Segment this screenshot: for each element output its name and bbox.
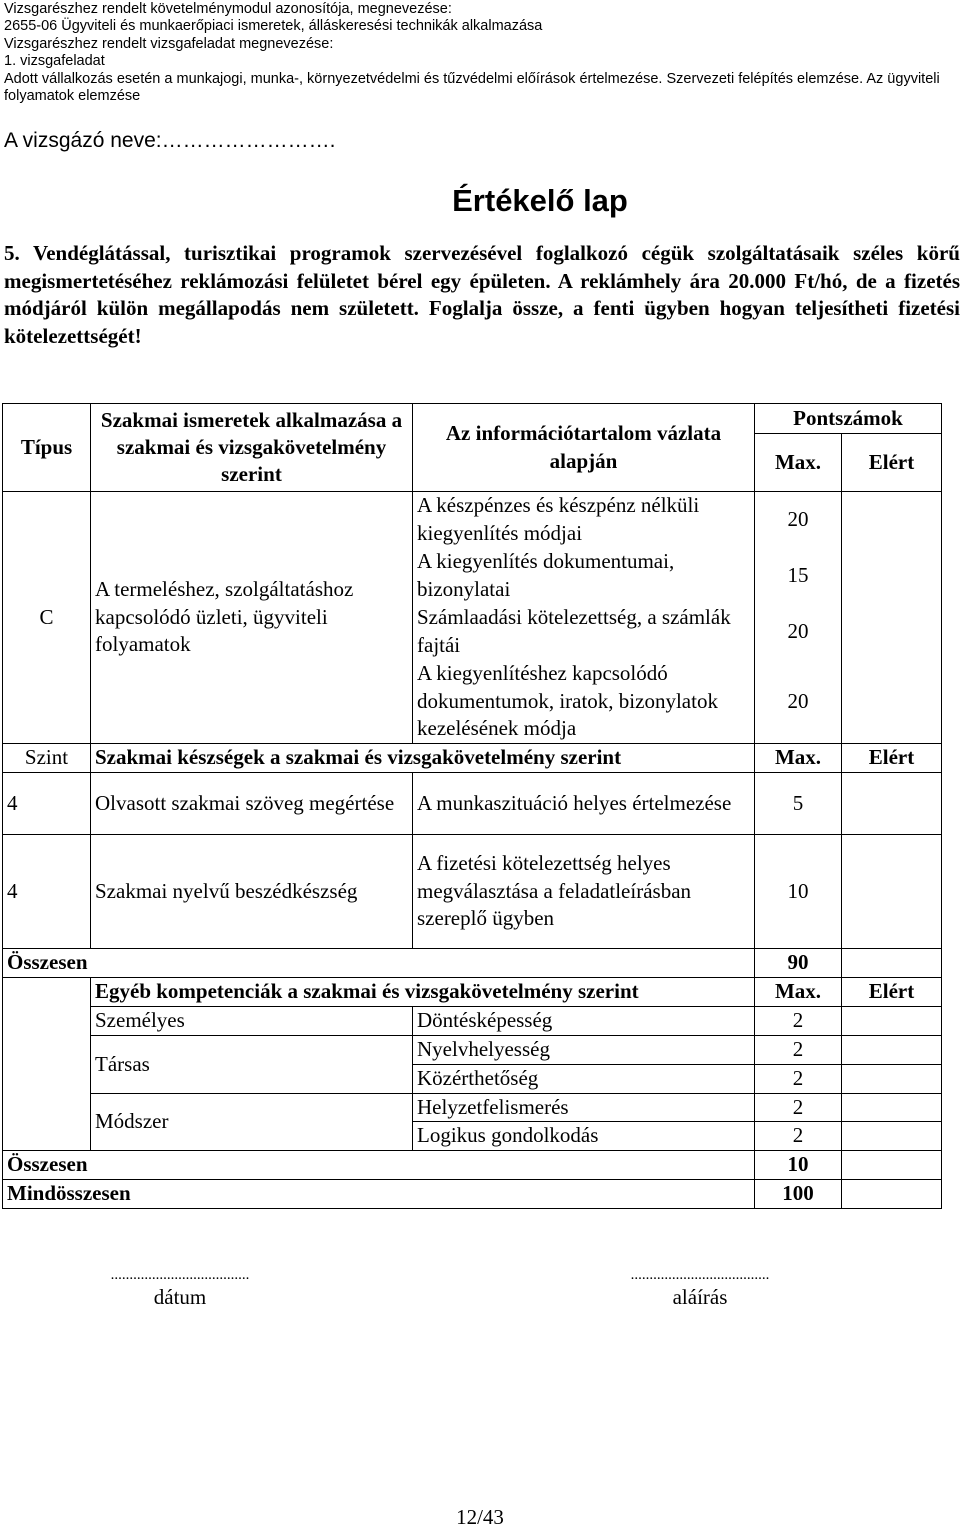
date-signature-block <box>70 1265 290 1310</box>
max-points: 10 <box>755 835 842 949</box>
subtotal-achieved <box>842 1151 942 1180</box>
subtotal-value: 90 <box>755 949 842 978</box>
spacer-cell <box>3 1007 91 1036</box>
col-type-header: Típus <box>3 404 91 492</box>
task-text: 5. Vendéglátással, turisztikai programok szervezésével foglalkozó cégük szolgáltatásaik széles körű megismertetéséhez reklámozási felületet bérel egy épületen. A reklámhely ára 20.000 Ft/hó, de a fizetés módjáról külön megállapodás nem született. Foglalja össze, a fenti ügyben hogyan teljesítheti fizetési kötelezettségét! <box>4 241 960 348</box>
achieved-points <box>842 1093 942 1122</box>
achieved-points <box>842 1036 942 1065</box>
max-points: 5 <box>755 773 842 835</box>
max-points: 2 <box>755 1122 842 1151</box>
subtotal-label: Összesen <box>3 1151 755 1180</box>
max-points: 2 <box>755 1064 842 1093</box>
info-row: A készpénzes és készpénz nélküli kiegyenlítés módjai <box>413 492 755 548</box>
header-line-module-label: Vizsgarészhez rendelt követelménymodul azonosítója, megnevezése: <box>4 1 452 17</box>
header-line-task-label: Vizsgarészhez rendelt vizsgafeladat megnevezése: <box>4 35 334 52</box>
competence-item: Nyelvhelyesség <box>413 1036 755 1065</box>
header-line-task-number: 1. vizsgafeladat <box>4 53 105 70</box>
competence-item: Közérthetőség <box>413 1064 755 1093</box>
competence-item: Logikus gondolkodás <box>413 1122 755 1151</box>
document-header <box>4 1 954 105</box>
col-level-header: Szint <box>3 744 91 773</box>
info-row: Számlaadási kötelezettség, a számlák fajtái <box>413 604 755 660</box>
header-line-task-description: Adott vállalkozás esetén a munkajogi, munka-, környezetvédelmi és tűzvédelmi előírások értelmezése. Szervezeti felépítés elemzése. Az ügyviteli folyamatok elemzése <box>4 70 940 105</box>
competence-group: Társas <box>91 1036 413 1094</box>
info-row: A kiegyenlítéshez kapcsolódó dokumentumok, iratok, bizonylatok kezelésének módja <box>413 660 755 744</box>
skill-level: 4 <box>3 835 91 949</box>
spacer-cell <box>3 1093 91 1122</box>
page-title: Értékelő lap <box>452 183 628 218</box>
col-info-header: Az információtartalom vázlata alapján <box>413 404 755 492</box>
type-value: C <box>3 492 91 744</box>
achieved-points <box>842 660 942 744</box>
col-achieved-header: Elért <box>842 744 942 773</box>
achieved-points <box>842 773 942 835</box>
knowledge-value: A termeléshez, szolgáltatáshoz kapcsolódó üzleti, ügyviteli folyamatok <box>91 492 413 744</box>
max-points: 2 <box>755 1036 842 1065</box>
max-points: 20 <box>755 660 842 744</box>
spacer-cell <box>3 1122 91 1151</box>
spacer-cell <box>3 1036 91 1065</box>
grand-total-achieved <box>842 1180 942 1209</box>
competence-group: Módszer <box>91 1093 413 1151</box>
spacer-cell <box>3 1064 91 1093</box>
signature-block <box>540 1265 860 1310</box>
signature-label: aláírás <box>672 1285 728 1309</box>
competence-item: Döntésképesség <box>413 1007 755 1036</box>
col-max-header: Max. <box>755 978 842 1007</box>
subtotal-value: 10 <box>755 1151 842 1180</box>
col-knowledge-header: Szakmai ismeretek alkalmazása a szakmai és vizsgakövetelmény szerint <box>91 404 413 492</box>
signature-dots: ..................................... <box>630 1267 770 1283</box>
achieved-points <box>842 1122 942 1151</box>
col-max-header: Max. <box>755 434 842 492</box>
skill-level: 4 <box>3 773 91 835</box>
col-achieved-header: Elért <box>842 978 942 1007</box>
page-number: 12/43 <box>456 1505 504 1529</box>
date-dots: ..................................... <box>110 1267 250 1283</box>
col-skills-header: Szakmai készségek a szakmai és vizsgakövetelmény szerint <box>91 744 755 773</box>
evaluation-table <box>2 403 942 1209</box>
student-name-field: A vizsgázó neve:……………………. <box>4 129 336 152</box>
achieved-points <box>842 492 942 548</box>
competence-item: Helyzetfelismerés <box>413 1093 755 1122</box>
competence-group: Személyes <box>91 1007 413 1036</box>
skill-description: A munkaszituáció helyes értelmezése <box>413 773 755 835</box>
achieved-points <box>842 835 942 949</box>
max-points: 20 <box>755 604 842 660</box>
max-points: 2 <box>755 1007 842 1036</box>
achieved-points <box>842 548 942 604</box>
col-max-header: Max. <box>755 744 842 773</box>
col-points-header: Pontszámok <box>755 404 942 434</box>
max-points: 2 <box>755 1093 842 1122</box>
achieved-points <box>842 1064 942 1093</box>
spacer-cell <box>3 978 91 1007</box>
subtotal-achieved <box>842 949 942 978</box>
skill-description: A fizetési kötelezettség helyes megválasztása a feladatleírásban szereplő ügyben <box>413 835 755 949</box>
skill-name: Olvasott szakmai szöveg megértése <box>91 773 413 835</box>
date-label: dátum <box>153 1285 207 1309</box>
max-points: 20 <box>755 492 842 548</box>
skill-name: Szakmai nyelvű beszédkészség <box>91 835 413 949</box>
header-line-module: 2655-06 Ügyviteli és munkaerőpiaci ismeretek, álláskeresési technikák alkalmazása <box>4 18 543 35</box>
max-points: 15 <box>755 548 842 604</box>
grand-total-label: Mindösszesen <box>3 1180 755 1209</box>
grand-total-value: 100 <box>755 1180 842 1209</box>
info-row: A kiegyenlítés dokumentumai, bizonylatai <box>413 548 755 604</box>
achieved-points <box>842 604 942 660</box>
col-achieved-header: Elért <box>842 434 942 492</box>
col-other-header: Egyéb kompetenciák a szakmai és vizsgakövetelmény szerint <box>91 978 755 1007</box>
achieved-points <box>842 1007 942 1036</box>
subtotal-label: Összesen <box>3 949 755 978</box>
